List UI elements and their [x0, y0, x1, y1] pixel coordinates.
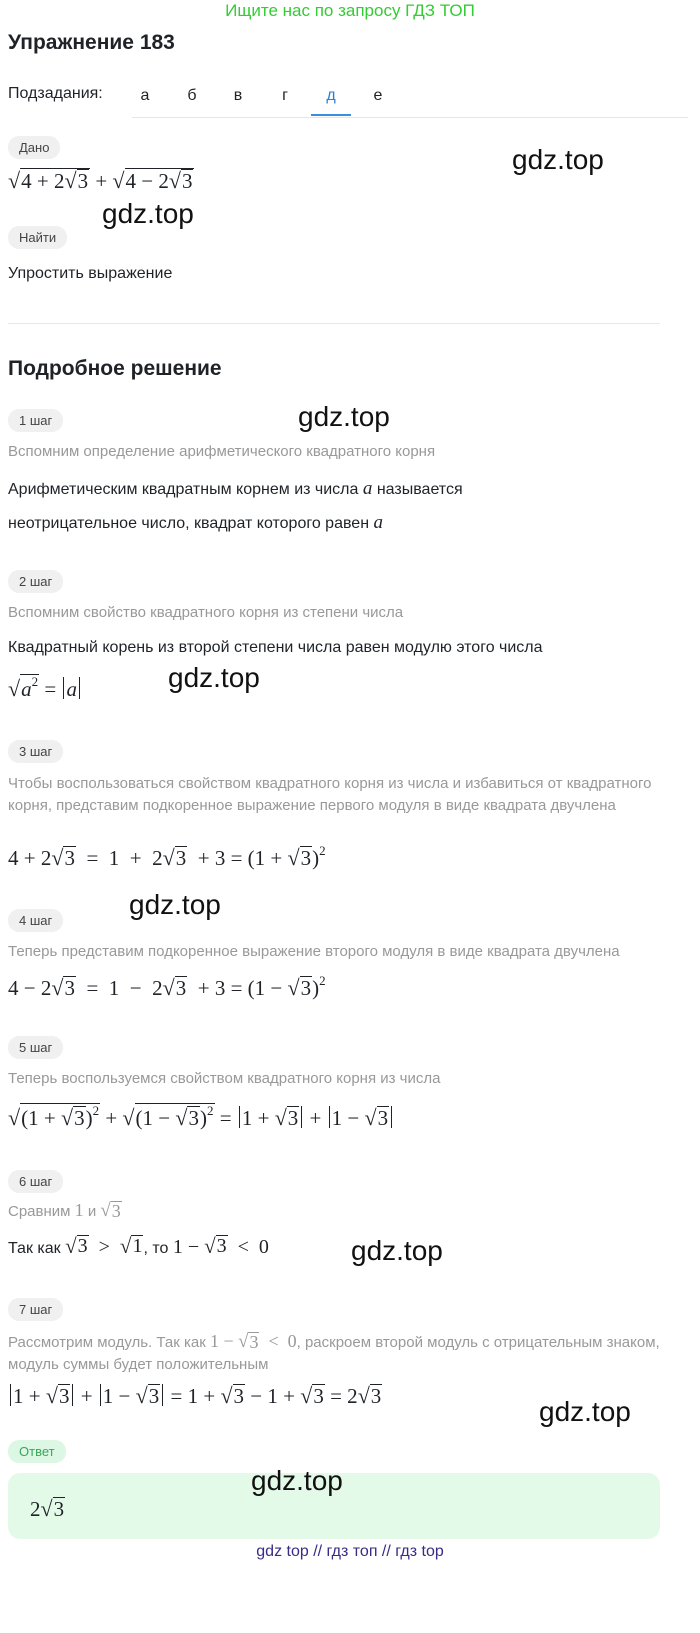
step-badge: 3 шаг	[8, 740, 63, 763]
step-text: Арифметическим квадратным корнем из числа a называется	[8, 478, 463, 499]
subtasks-label: Подзадания:	[8, 85, 103, 102]
tab-e[interactable]: е	[373, 87, 383, 104]
top-banner: Ищите нас по запросу ГДЗ ТОП	[225, 1, 475, 20]
tab-v[interactable]: в	[233, 87, 243, 104]
watermark: gdz.top	[129, 889, 221, 920]
watermark: gdz.top	[298, 401, 390, 432]
step-badge: 4 шаг	[8, 909, 63, 932]
watermark: gdz.top	[351, 1235, 443, 1266]
step-badge: 1 шаг	[8, 409, 63, 432]
watermark: gdz.top	[168, 662, 260, 693]
footer-links[interactable]: gdz top // гдз топ // гдз top	[256, 1543, 444, 1560]
step-hint: Вспомним свойство квадратного корня из степени числа	[8, 604, 404, 621]
step-badge: 5 шаг	[8, 1036, 63, 1059]
watermark: gdz.top	[102, 198, 194, 229]
step-hint: Теперь представим подкоренное выражение второго модуля в виде квадрата двучлена	[8, 943, 620, 960]
step-text: неотрицательное число, квадрат которого равен a	[8, 512, 383, 533]
answer-badge: Ответ	[8, 1440, 66, 1463]
step-hint: Чтобы воспользоваться свойством квадратного корня из числа и избавиться от квадратного корня, представим подкоренное выражение первого модуля в виде квадрата двучлена	[8, 775, 652, 814]
step-badge: 2 шаг	[8, 570, 63, 593]
tab-a[interactable]: а	[140, 87, 150, 104]
active-tab-indicator	[311, 114, 351, 116]
tab-b[interactable]: б	[187, 87, 197, 104]
watermark: gdz.top	[251, 1465, 343, 1496]
step-badge: 6 шаг	[8, 1170, 63, 1193]
solution-title: Подробное решение	[8, 357, 222, 380]
tab-g[interactable]: г	[282, 87, 288, 104]
step-hint: Вспомним определение арифметического квадратного корня	[8, 443, 436, 460]
step-hint: Теперь воспользуемся свойством квадратного корня из числа	[8, 1070, 441, 1087]
watermark: gdz.top	[512, 144, 604, 175]
step-text: Квадратный корень из второй степени числа равен модулю этого числа	[8, 639, 543, 656]
step-badge: 7 шаг	[8, 1298, 63, 1321]
find-text: Упростить выражение	[8, 265, 173, 282]
given-expression: √ 4 + 2 √ 3 + √ 4 − 2 √ 3	[8, 168, 193, 193]
subtask-tabs	[132, 75, 688, 118]
formula: √ (1 + √ 3 )$^2$ + √ (1 − √ 3 )$^2$ = 1 + √ 3 + 1 − √ 3	[8, 1103, 394, 1131]
formula: 4 − 2 √ 3 = 1 − 2 √ 3 + 3 = (1 − √ 3 )$^2$	[8, 973, 326, 1000]
divider	[8, 323, 660, 324]
formula: √ $a^2$ = a	[8, 674, 82, 702]
given-badge: Дано	[8, 136, 60, 159]
watermark: gdz.top	[539, 1396, 631, 1427]
step-hint: Рассмотрим модуль. Так как 1 − √ 3 < 0, раскроем второй модуль с отрицательным знаком, модуль суммы будет положительным	[8, 1331, 660, 1373]
step-text: Так как √ 3 > √ 1 , то 1 − √ 3 < 0	[8, 1234, 269, 1258]
formula: 4 + 2 √ 3 = 1 + 2 √ 3 + 3 = (1 + √ 3 )$^2$	[8, 843, 326, 870]
answer-value: 2 √ 3	[30, 1496, 65, 1521]
formula: 1 + √ 3 + 1 − √ 3 = 1 + √ 3 − 1 + √ 3 = 2 √ 3	[8, 1384, 382, 1409]
page-title: Упражнение 183	[8, 31, 175, 54]
find-badge: Найти	[8, 226, 67, 249]
tab-d[interactable]: д	[326, 87, 336, 104]
step-hint: Сравним 1 и √ 3	[8, 1200, 121, 1222]
